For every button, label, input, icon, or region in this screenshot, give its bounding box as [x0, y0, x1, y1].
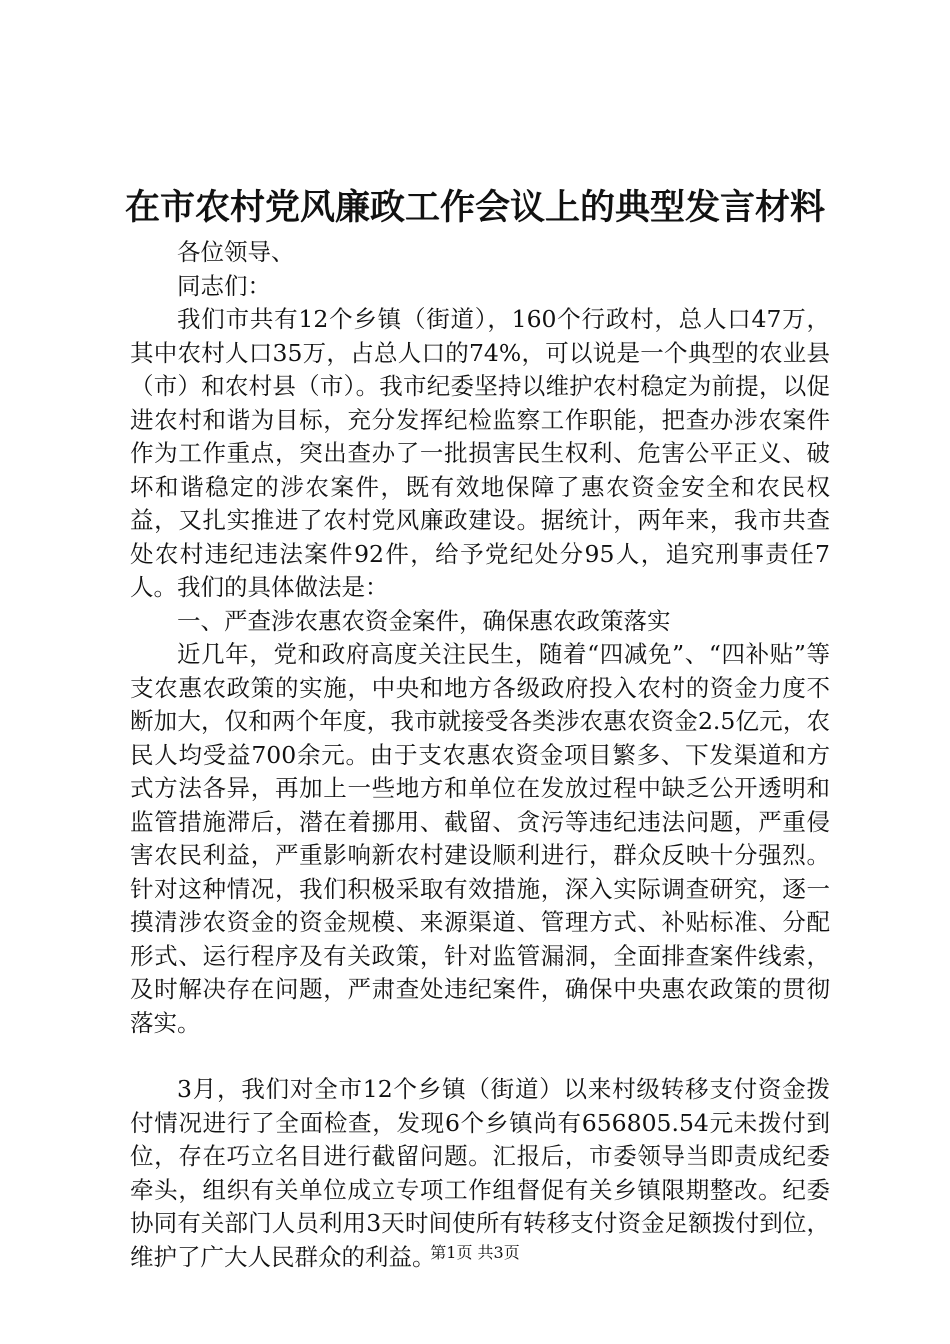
salutation-line: 各位领导、: [177, 238, 295, 266]
page-footer: 第1页 共3页: [430, 1243, 520, 1262]
salutation-line: 同志们：: [177, 271, 271, 300]
section-heading: 一、严查涉农惠农资金案件，确保惠农政策落实: [177, 606, 671, 635]
body-paragraph: 我们市共有12个乡镇（街道），160个行政村，总人口47万，其中农村人口35万，占总人口的74%，可以说是一个典型的农业县（市）和农村县（市）。我市纪委坚持以维护农村稳定为前提，以促进农村和谐为目标，充分发挥纪检监察工作职能，把查办涉农案件作为工作重点，突出查办了一批损害民生权利、危害公平正义、破坏和谐稳定的涉农案件，既有效地保障了惠农资金安全和农民权益，又扎实推进了农村党风廉政建设。据统计，两年来，我市共查处农村违纪违法案件92件，给予党纪处分95人，追究刑事责任7人。我们的具体做法是：: [130, 305, 830, 601]
body-paragraph: 3月，我们对全市12个乡镇（街道）以来村级转移支付资金拨付情况进行了全面检查，发现6个乡镇尚有656805.54元未拨付到位，存在巧立名目进行截留问题。汇报后，市委领导当即责成纪委牵头，组织有关单位成立专项工作组督促有关乡镇限期整改。纪委协同有关部门人员利用3天时间使所有转移支付资金足额拨付到位，维护了广大人民群众的利益。: [130, 1075, 830, 1271]
body-paragraph: 近几年，党和政府高度关注民生，随着“四减免”、“四补贴”等支农惠农政策的实施，中央和地方各级政府投入农村的资金力度不断加大，仅和两个年度，我市就接受各类涉农惠农资金2.5亿元，农民人均受益700余元。由于支农惠农资金项目繁多、下发渠道和方式方法各异，再加上一些地方和单位在发放过程中缺乏公开透明和监管措施滞后，潜在着挪用、截留、贪污等违纪违法问题，严重侵害农民利益，严重影响新农村建设顺利进行，群众反映十分强烈。针对这种情况，我们积极采取有效措施，深入实际调查研究，逐一摸清涉农资金的资金规模、来源渠道、管理方式、补贴标准、分配形式、运行程序及有关政策，针对监管漏洞，全面排查案件线索，及时解决存在问题，严肃查处违纪案件，确保中央惠农政策的贯彻落实。: [130, 640, 830, 1037]
document-body: [130, 236, 830, 1274]
document-title: 在市农村党风廉政工作会议上的典型发言材料: [124, 187, 825, 228]
